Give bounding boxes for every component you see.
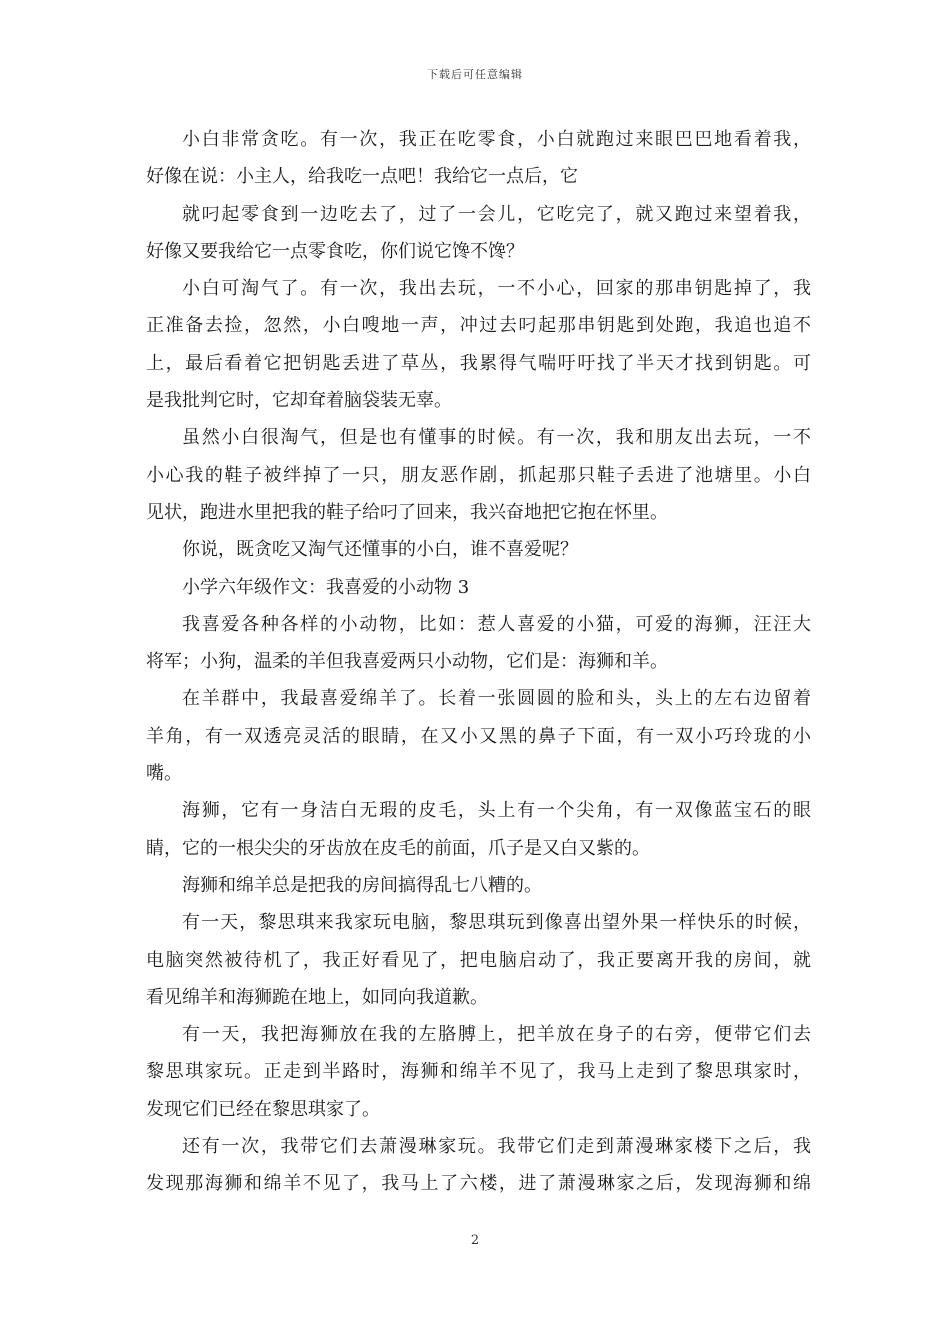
text-line: 在羊群中，我最喜爱绵羊了。长着一张圆圆的脸和头，头上的左右边留着 <box>182 688 811 710</box>
text-line: 发现它们已经在黎思琪家了。 <box>146 1098 380 1120</box>
text-line: 海狮，它有一身洁白无瑕的皮毛，头上有一个尖角，有一双像蓝宝石的眼 <box>182 800 811 822</box>
page-number: 2 <box>470 1233 480 1248</box>
text-line: 还有一次，我带它们去萧漫琳家玩。我带它们走到萧漫琳家楼下之后，我 <box>182 1136 811 1158</box>
text-line: 是我批判它时，它却耷着脑袋装无辜。 <box>146 390 452 412</box>
text-line: 小白可淘气了。有一次，我出去玩，一不小心，回家的那串钥匙掉了，我 <box>182 278 811 300</box>
text-line: 就叼起零食到一边吃去了，过了一会儿，它吃完了，就又跑过来望着我， <box>182 203 811 225</box>
text-line: 发现那海狮和绵羊不见了，我马上了六楼，进了萧漫琳家之后，发现海狮和绵 <box>146 1173 811 1195</box>
text-line: 有一天，我把海狮放在我的左胳膊上，把羊放在身子的右旁，便带它们去 <box>182 1024 811 1046</box>
text-line: 电脑突然被待机了，我正好看见了，把电脑启动了，我正要离开我的房间，就 <box>146 949 811 971</box>
text-line: 黎思琪家玩。正走到半路时，海狮和绵羊不见了，我马上走到了黎思琪家时， <box>146 1061 811 1083</box>
text-line: 看见绵羊和海狮跪在地上，如同向我道歉。 <box>146 986 488 1008</box>
text-line: 海狮和绵羊总是把我的房间搞得乱七八糟的。 <box>182 874 542 896</box>
text-line: 有一天，黎思琪来我家玩电脑，黎思琪玩到像喜出望外果一样快乐的时候， <box>182 912 811 934</box>
text-line: 嘴。 <box>146 763 182 785</box>
text-line: 好像在说：小主人，给我吃一点吧！我给它一点后，它 <box>146 166 578 188</box>
text-line: 你说，既贪吃又淘气还懂事的小白，谁不喜爱呢？ <box>182 539 578 561</box>
text-line: 我喜爱各种各样的小动物，比如：惹人喜爱的小猫，可爱的海狮，汪汪大 <box>182 613 811 635</box>
text-line: 羊角，有一双透亮灵活的眼睛，在又小又黑的鼻子下面，有一双小巧玲珑的小 <box>146 725 811 747</box>
text-line: 将军；小狗，温柔的羊但我喜爱两只小动物，它们是：海狮和羊。 <box>146 651 668 673</box>
text-line: 上，最后看着它把钥匙丢进了草丛，我累得气喘吁吁找了半天才找到钥匙。可 <box>146 352 811 374</box>
text-line: 小学六年级作文：我喜爱的小动物 3 <box>182 576 470 598</box>
text-line: 好像又要我给它一点零食吃，你们说它馋不馋？ <box>146 240 524 262</box>
text-line: 正准备去捡，忽然，小白嗖地一声，冲过去叼起那串钥匙到处跑，我追也追不 <box>146 315 811 337</box>
text-line: 见状，跑进水里把我的鞋子给叼了回来，我兴奋地把它抱在怀里。 <box>146 501 668 523</box>
text-line: 虽然小白很淘气，但是也有懂事的时候。有一次，我和朋友出去玩，一不 <box>182 427 811 449</box>
text-line: 小白非常贪吃。有一次，我正在吃零食，小白就跑过来眼巴巴地看着我， <box>182 129 811 150</box>
text-line: 小心我的鞋子被绊掉了一只，朋友恶作剧，抓起那只鞋子丢进了池塘里。小白 <box>146 464 811 486</box>
text-line: 睛，它的一根尖尖的牙齿放在皮毛的前面，爪子是又白又紫的。 <box>146 837 650 859</box>
page-header: 下载后可任意编辑 <box>427 68 523 81</box>
document-body <box>146 121 811 1203</box>
